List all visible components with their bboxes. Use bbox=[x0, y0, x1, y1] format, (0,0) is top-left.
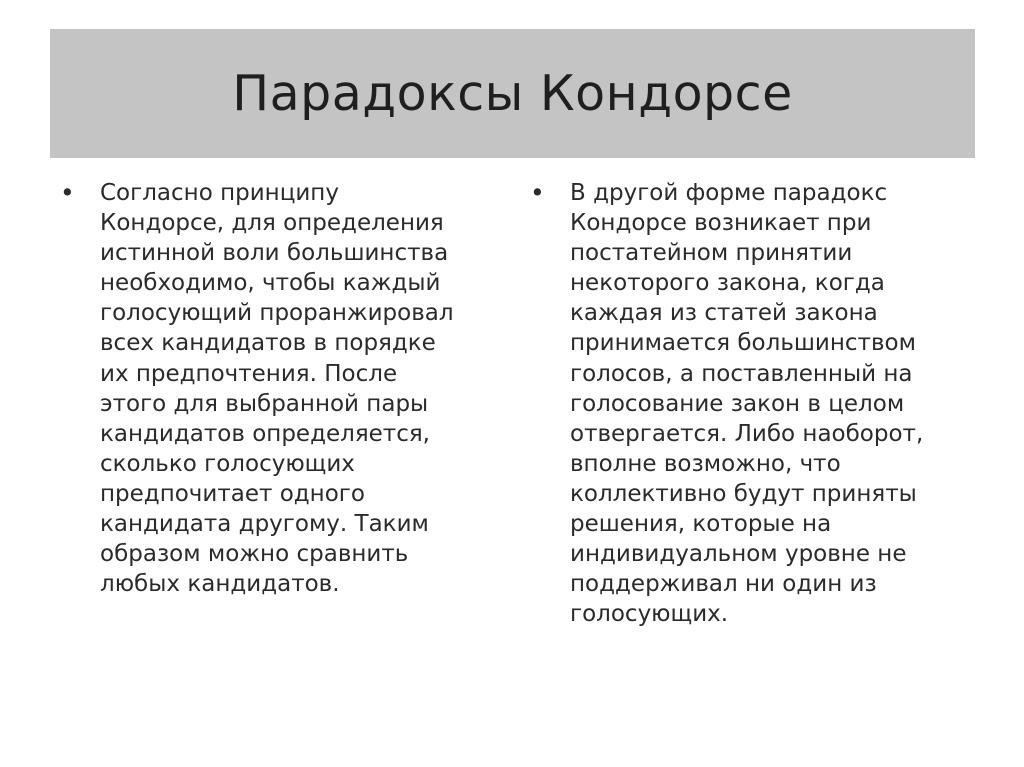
text-line: Кондорсе возникает при bbox=[570, 210, 872, 237]
bullet-item-right bbox=[530, 178, 970, 629]
text-line: голосов, а поставленный на bbox=[570, 360, 913, 387]
bullet-icon: • bbox=[530, 178, 545, 207]
text-line: каждая из статей закона bbox=[570, 300, 878, 327]
title-bar bbox=[50, 29, 975, 158]
text-line: голосование закон в целом bbox=[570, 390, 905, 417]
text-line: вполне возможно, что bbox=[570, 450, 841, 477]
text-line: поддерживал ни один из bbox=[570, 571, 877, 598]
text-line: кандидата другому. Таким bbox=[100, 511, 429, 538]
text-line: необходимо, чтобы каждый bbox=[100, 270, 441, 297]
text-line: В другой форме парадокс bbox=[570, 180, 888, 206]
text-line: предпочитает одного bbox=[100, 480, 365, 507]
text-line: индивидуальном уровне не bbox=[570, 541, 907, 568]
text-line: постатейном принятии bbox=[570, 240, 853, 267]
text-line: этого для выбранной пары bbox=[100, 390, 429, 417]
left-column bbox=[60, 178, 490, 599]
text-line: Согласно принципу bbox=[100, 180, 339, 206]
bullet-icon: • bbox=[60, 178, 75, 207]
right-column bbox=[530, 178, 970, 629]
text-line: образом можно сравнить bbox=[100, 541, 409, 568]
text-line: отвергается. Либо наоборот, bbox=[570, 420, 924, 447]
text-line: принимается большинством bbox=[570, 330, 916, 357]
bullet-paragraph-left bbox=[100, 178, 454, 599]
text-line: сколько голосующих bbox=[100, 450, 355, 477]
text-line: некоторого закона, когда bbox=[570, 270, 885, 297]
text-line: решения, которые на bbox=[570, 511, 832, 538]
text-line: любых кандидатов. bbox=[100, 571, 340, 598]
text-line: кандидатов определяется, bbox=[100, 420, 430, 447]
text-line: всех кандидатов в порядке bbox=[100, 330, 436, 357]
bullet-item-left bbox=[60, 178, 490, 599]
text-line: голосующих. bbox=[570, 601, 729, 628]
text-line: голосующий проранжировал bbox=[100, 300, 454, 327]
text-line: коллективно будут приняты bbox=[570, 480, 917, 507]
text-line: их предпочтения. После bbox=[100, 360, 398, 387]
slide-title: Парадоксы Кондорсе bbox=[232, 65, 793, 122]
text-line: Кондорсе, для определения bbox=[100, 210, 444, 237]
bullet-paragraph-right bbox=[570, 178, 923, 629]
text-line: истинной воли большинства bbox=[100, 240, 449, 267]
